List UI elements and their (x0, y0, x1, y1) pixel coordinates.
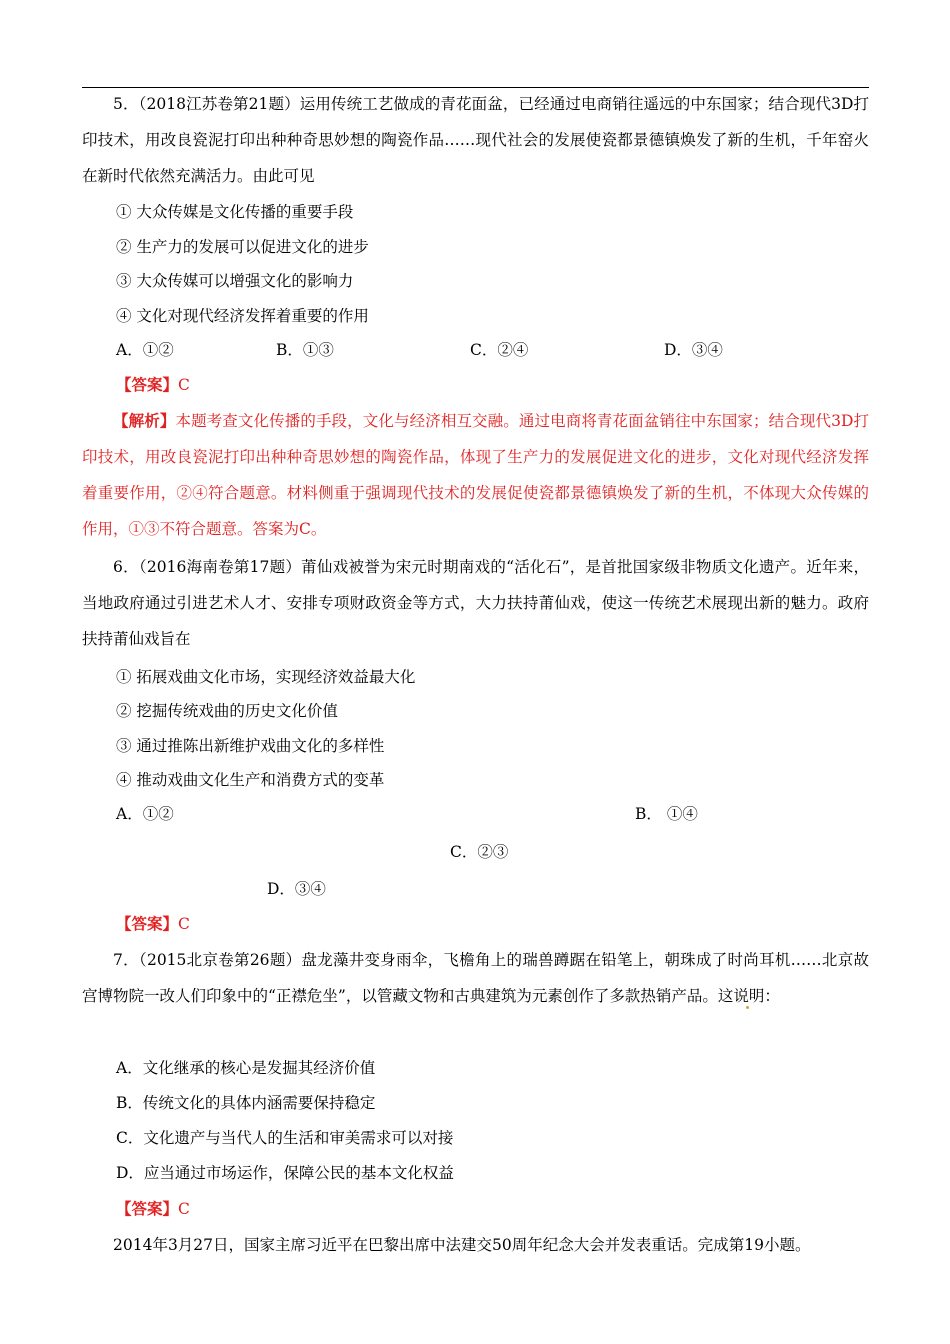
q6-option-b: B． ①④ (635, 805, 698, 823)
q7-answer (116, 1199, 190, 1219)
q5-option-a: A．①② (116, 341, 174, 359)
q7-stem: 7．（2015北京卷第26题）盘龙藻井变身雨伞，飞檐角上的瑞兽蹲踞在铅笔上，朝珠成了时尚耳机……北京故宫博物院一改人们印象中的“正襟危坐”，以管藏文物和古典建筑为元素创作了多款热销产品。这说明： (82, 951, 869, 1005)
q5-analysis-label: 【解析】 (113, 411, 176, 430)
q6-item-1: ① 拓展戏曲文化市场，实现经济效益最大化 (116, 668, 416, 686)
q6-option-d: D．③④ (267, 880, 326, 898)
q5-item-1: ① 大众传媒是文化传播的重要手段 (116, 203, 354, 221)
q7-answer-label: 【答案】 (116, 1199, 179, 1218)
q5-stem: 5．（2018江苏卷第21题）运用传统工艺做成的青花面盆，已经通过电商销往遥远的中东国家；结合现代3D打印技术，用改良瓷泥打印出种种奇思妙想的陶瓷作品……现代社会的发展使瓷都景德镇焕发了新的生机，千年窑火在新时代依然充满活力。由此可见 (82, 95, 869, 185)
q7-option-b: B．传统文化的具体内涵需要保持稳定 (116, 1094, 376, 1112)
q6-option-c: C．②③ (450, 843, 509, 861)
q5-answer-label: 【答案】 (116, 375, 179, 394)
q5-answer-value: C (178, 376, 190, 394)
q6-item-2: ② 挖掘传统戏曲的历史文化价值 (116, 702, 338, 720)
q5-option-d: D．③④ (664, 341, 723, 359)
next-question-intro: 2014年3月27日，国家主席习近平在巴黎出席中法建交50周年纪念大会并发表重话。完成第19小题。 (113, 1236, 811, 1254)
q6-item-4: ④ 推动戏曲文化生产和消费方式的变革 (116, 771, 385, 789)
q5-item-4: ④ 文化对现代经济发挥着重要的作用 (116, 307, 369, 325)
q5-item-2: ② 生产力的发展可以促进文化的进步 (116, 238, 369, 256)
stray-mark (746, 1006, 749, 1009)
q6-answer-label: 【答案】 (116, 914, 179, 933)
q7-answer-value: C (178, 1200, 190, 1218)
q6-answer-value: C (178, 915, 190, 933)
q7-option-c: C．文化遗产与当代人的生活和审美需求可以对接 (116, 1129, 454, 1147)
q5-item-3: ③ 大众传媒可以增强文化的影响力 (116, 272, 354, 290)
q6-item-3: ③ 通过推陈出新维护戏曲文化的多样性 (116, 737, 385, 755)
q5-option-c: C．②④ (470, 341, 529, 359)
q5-answer (116, 375, 190, 395)
q5-analysis-text: 本题考查文化传播的手段，文化与经济相互交融。通过电商将青花面盆销往中东国家；结合现代3D打印技术，用改良瓷泥打印出种种奇思妙想的陶瓷作品，体现了生产力的发展促进文化的进步，文化对现代经济发挥着重要作用，②④符合题意。材料侧重于强调现代技术的发展促使瓷都景德镇焕发了新的生机，不体现大众传媒的作用，①③不符合题意。答案为C。 (82, 412, 869, 538)
q7-option-a: A．文化继承的核心是发掘其经济价值 (116, 1059, 376, 1077)
q6-stem: 6．（2016海南卷第17题）莆仙戏被誉为宋元时期南戏的“活化石”，是首批国家级非物质文化遗产。近年来，当地政府通过引进艺术人才、安排专项财政资金等方式，大力扶持莆仙戏，使这一传统艺术展现出新的魅力。政府扶持莆仙戏旨在 (82, 558, 869, 648)
q5-analysis (82, 403, 869, 547)
q5-option-b: B．①③ (276, 341, 334, 359)
q7-option-d: D．应当通过市场运作，保障公民的基本文化权益 (116, 1164, 454, 1182)
q6-answer (116, 914, 190, 934)
q6-option-a: A．①② (116, 805, 174, 823)
